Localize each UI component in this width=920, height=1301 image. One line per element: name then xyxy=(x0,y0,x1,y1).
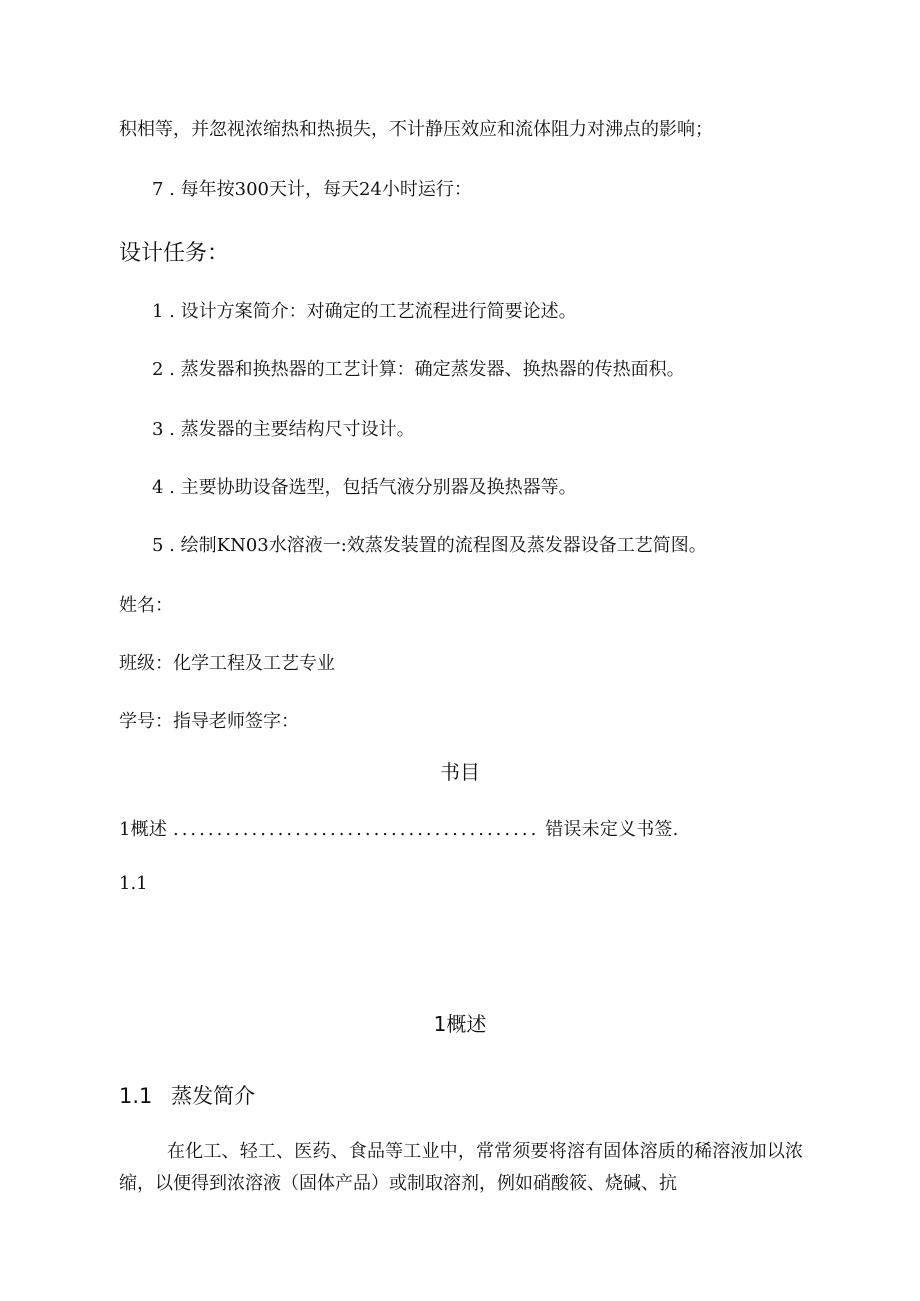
toc-sub-entry[interactable]: 1.1 xyxy=(119,873,148,894)
class-line: 班级：化学工程及工艺专业 xyxy=(119,653,335,674)
toc-title: 书目 xyxy=(440,760,480,784)
name-label: 姓名： xyxy=(119,595,173,616)
toc-entry-label: 1概述 xyxy=(119,819,168,840)
section-title: 蒸发简介 xyxy=(171,1084,256,1108)
toc-leader-dots: .......................................... xyxy=(172,819,540,840)
section-number: 1.1 xyxy=(119,1084,153,1108)
task-item: 4 . 主要协助设备选型，包括气液分别器及换热器等。 xyxy=(152,477,577,498)
task-item: 5 . 绘制KN03水溶液一:效蒸发装置的流程图及蒸发器设备工艺简图。 xyxy=(152,535,707,556)
task-heading: 设计任务： xyxy=(119,241,230,266)
section-heading xyxy=(119,1082,255,1110)
toc-entry[interactable] xyxy=(119,818,679,842)
continuation-line: 积相等，并忽视浓缩热和热损失，不计静压效应和流体阻力对沸点的影响； xyxy=(119,119,713,140)
toc-entry-ref: 错误未定义书签. xyxy=(545,819,679,840)
task-item: 1 . 设计方案简介：对确定的工艺流程进行简要论述。 xyxy=(152,301,577,322)
requirement-item-7: 7 . 每年按300天计，每天24小时运行： xyxy=(152,179,472,200)
student-id-line: 学号：指导老师签字： xyxy=(119,711,299,732)
task-item: 3 . 蒸发器的主要结构尺寸设计。 xyxy=(152,419,415,440)
chapter-title: 1概述 xyxy=(433,1012,487,1036)
body-paragraph: 在化工、轻工、医药、食品等工业中，常常须要将溶有固体溶质的稀溶液加以浓缩，以便得到浓溶液（固体产品）或制取溶剂，例如硝酸筱、烧碱、抗 xyxy=(119,1141,803,1194)
task-item: 2 . 蒸发器和换热器的工艺计算：确定蒸发器、换热器的传热面积。 xyxy=(152,359,685,380)
